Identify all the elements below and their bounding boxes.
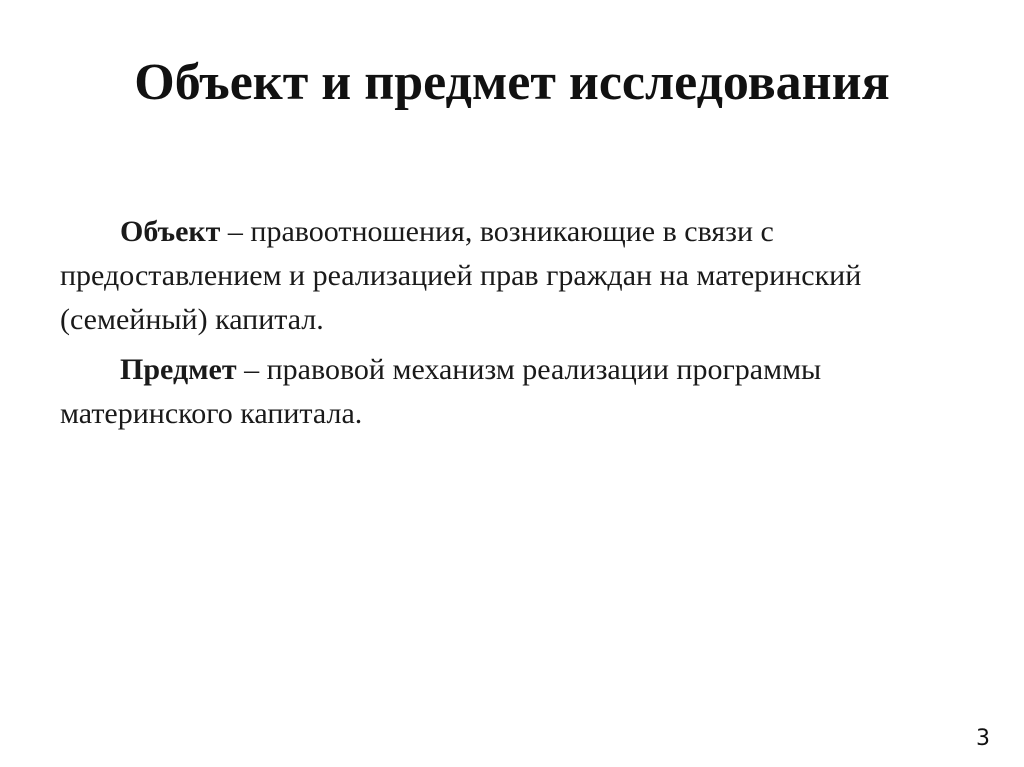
slide-title: Объект и предмет исследования — [134, 54, 890, 111]
subject-definition: – правовой механизм реализации программы материнского капитала. — [60, 353, 822, 430]
page-number: 3 — [976, 726, 990, 751]
slide-body — [60, 210, 990, 442]
object-definition: – правоотношения, возникающие в связи с предоставлением и реализацией прав граждан на материнский (семейный) капитал. — [60, 215, 862, 336]
object-term: Объект — [120, 215, 221, 248]
subject-term: Предмет — [120, 353, 237, 386]
object-paragraph — [60, 210, 990, 342]
subject-paragraph — [60, 348, 990, 436]
